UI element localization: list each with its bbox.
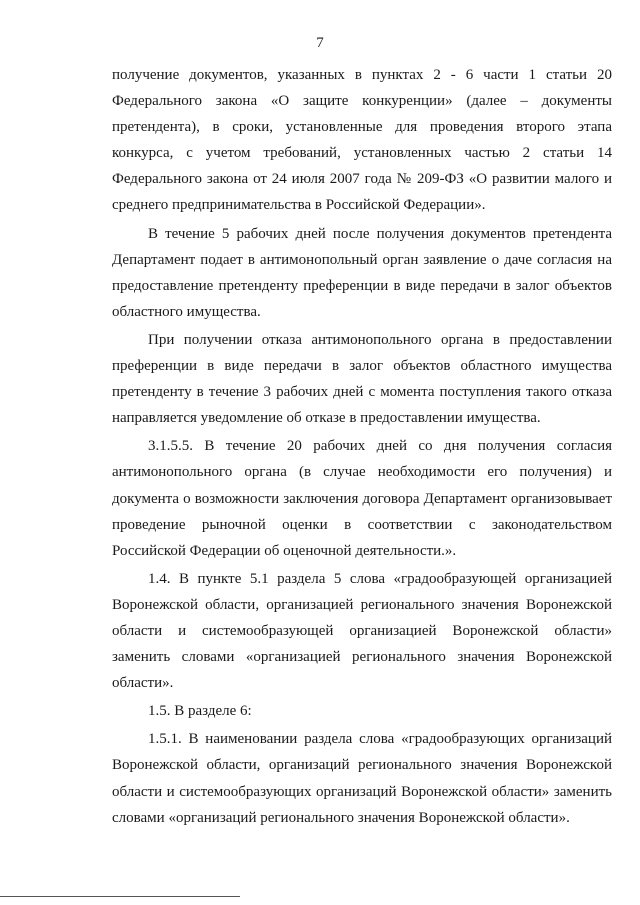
paragraph-1-4: 1.4. В пункте 5.1 раздела 5 слова «градообразующей организацией Воронежской области, организацией регионального значения Воронежской области и системообразующей организацией Воронежской области» заменить словами «организацией регионального значения Воронежской области». (112, 570, 612, 692)
paragraph-3-1-5-5: 3.1.5.5. В течение 20 рабочих дней со дня получения согласия антимонопольного органа (в случае необходимости его получения) и документа о возможности заключения договора Департамент организовывает проведение рыночной оценки в соответствии с законодательством Российской Федерации об оценочной деятельности.». (112, 438, 612, 559)
document-body (112, 62, 612, 833)
footer-divider (0, 896, 240, 897)
paragraph-1-5-1: 1.5.1. В наименовании раздела слова «градообразующих организаций Воронежской области, организаций регионального значения Воронежской области и системообразующих организаций Воронежской области» заменить словами «организаций регионального значения Воронежской области». (112, 731, 612, 826)
paragraph-continuation: получение документов, указанных в пунктах 2 - 6 части 1 статьи 20 Федерального закона «О защите конкуренции» (далее – документы претендента), в сроки, установленные для проведения второго этапа конкурса, с учетом требований, установленных частью 2 статьи 14 Федерального закона от 24 июля 2007 года № 209-ФЗ «О развитии малого и среднего предпринимательства в Российской Федерации». (112, 67, 612, 214)
page-number: 7 (316, 35, 324, 51)
paragraph-1-5: 1.5. В разделе 6: (148, 703, 252, 720)
paragraph-application-submission: В течение 5 рабочих дней после получения документов претендента Департамент подает в антимонопольный орган заявление о даче согласия на предоставление претенденту преференции в виде передачи в залог объектов областного имущества. (112, 225, 612, 320)
paragraph-refusal-notice: При получении отказа антимонопольного органа в предоставлении преференции в виде передачи в залог объектов областного имущества претенденту в течение 3 рабочих дней с момента поступления такого отказа направляется уведомление об отказе в предоставлении имущества. (112, 331, 612, 427)
